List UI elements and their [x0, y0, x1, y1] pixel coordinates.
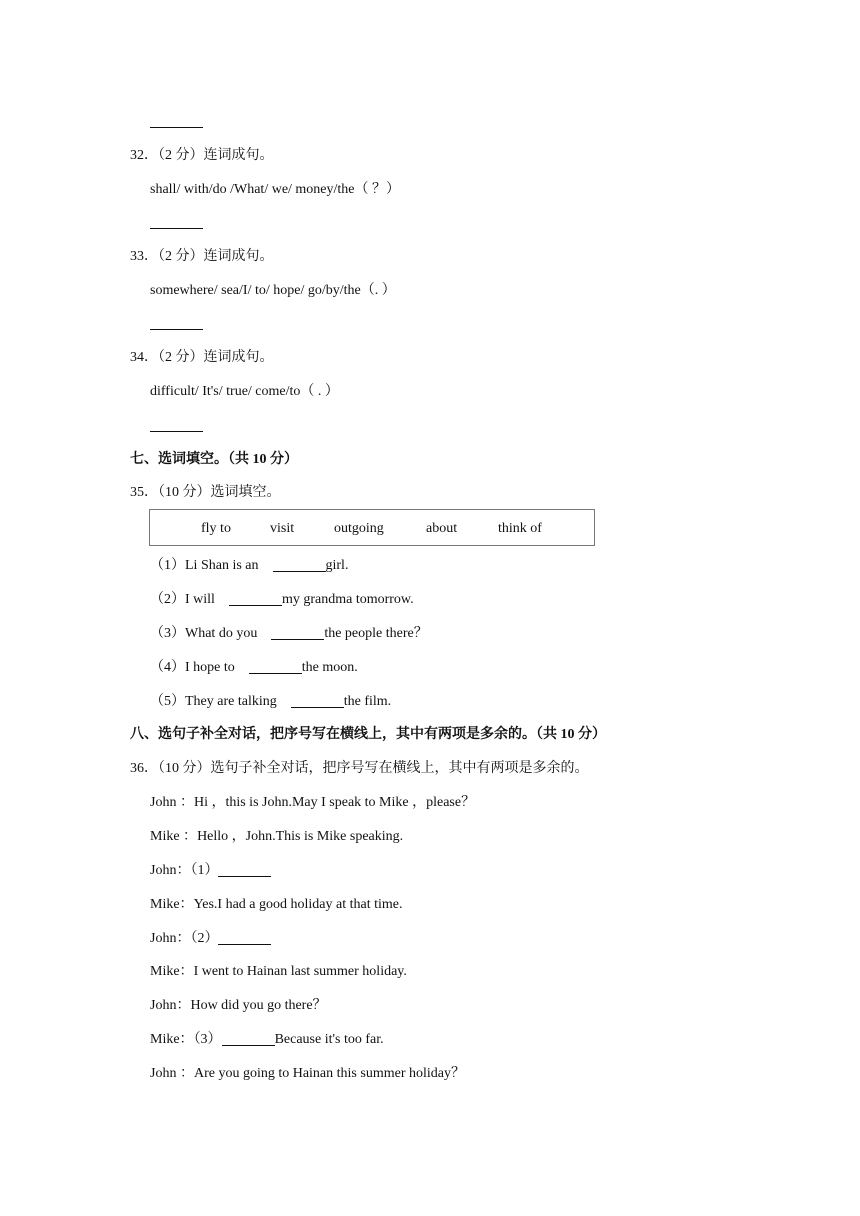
fill-item-4	[150, 658, 358, 678]
answer-blank[interactable]	[150, 329, 203, 330]
section-8-title: 八、选句子补全对话，把序号写在横线上，其中有两项是多余的。（共 10 分）	[130, 727, 606, 742]
word-bank-item: visit	[270, 521, 295, 536]
answer-blank[interactable]	[222, 1031, 275, 1046]
dialogue-speaker: John ：	[150, 1066, 194, 1081]
item-text-before: I will	[185, 592, 215, 607]
item-number: （3）	[150, 626, 185, 641]
item-text-after: the moon.	[301, 660, 358, 675]
question-score: （10 分）	[158, 761, 211, 776]
item-text-after: the people there？	[324, 626, 428, 641]
item-number: （4）	[150, 660, 185, 675]
dialogue-line	[150, 1064, 465, 1084]
question-score: （2 分）	[158, 249, 204, 264]
dialogue-text: I went to Hainan last summer holiday.	[193, 964, 407, 979]
dialogue-line	[150, 962, 407, 982]
dialogue-line	[150, 793, 475, 813]
dialogue-speaker: John ：	[150, 795, 194, 810]
fill-item-2	[150, 590, 414, 610]
question-instruction: 选词填空。	[210, 485, 281, 500]
question-instruction: 连词成句。	[203, 249, 274, 264]
dialogue-line	[150, 996, 327, 1016]
word-bank-item: think of	[498, 521, 542, 536]
answer-blank[interactable]	[218, 862, 271, 877]
question-32-words: shall/ with/do /What/ we/ money/the（ ？）	[150, 182, 401, 197]
word-bank-box	[149, 509, 595, 546]
question-score: （2 分）	[158, 148, 204, 163]
question-number: 35．	[130, 485, 158, 500]
dialogue-speaker: Mike：	[150, 1032, 194, 1047]
dialogue-line	[150, 861, 271, 881]
item-text-after: girl.	[325, 558, 349, 573]
word-bank-item: outgoing	[334, 521, 384, 536]
dialogue-line	[150, 895, 403, 915]
dialogue-line	[150, 827, 403, 847]
dialogue-text: Hello ，John.This is Mike speaking.	[197, 829, 404, 844]
dialogue-speaker: John：	[150, 931, 191, 946]
answer-blank[interactable]	[249, 659, 302, 674]
dialogue-line	[150, 929, 271, 949]
item-text-before: They are talking	[185, 694, 277, 709]
question-number: 34．	[130, 350, 158, 365]
answer-blank[interactable]	[218, 930, 271, 945]
question-number: 32．	[130, 148, 158, 163]
section-7-title: 七、选词填空。（共 10 分）	[130, 452, 298, 467]
item-number: （2）	[150, 592, 185, 607]
answer-blank[interactable]	[150, 431, 203, 432]
fill-item-3	[150, 624, 428, 644]
dialogue-speaker: Mike ：	[150, 829, 198, 844]
question-number: 33．	[130, 249, 158, 264]
question-number: 36．	[130, 761, 158, 776]
question-35-header	[130, 483, 281, 503]
item-number: （5）	[150, 694, 185, 709]
question-34-header	[130, 348, 274, 368]
answer-blank[interactable]	[273, 557, 326, 572]
question-score: （2 分）	[158, 350, 204, 365]
question-score: （10 分）	[158, 485, 211, 500]
dialogue-text: How did you go there？	[190, 998, 327, 1013]
answer-blank[interactable]	[150, 228, 203, 229]
item-text-after: my grandma tomorrow.	[281, 592, 414, 607]
dialogue-speaker: John：	[150, 998, 191, 1013]
answer-blank[interactable]	[271, 625, 324, 640]
question-instruction: 连词成句。	[203, 350, 274, 365]
dialogue-text: （3）	[193, 1032, 222, 1047]
dialogue-text: （2）	[190, 931, 219, 946]
dialogue-text-after: Because it's too far.	[274, 1032, 384, 1047]
fill-item-1	[150, 556, 348, 576]
answer-blank[interactable]	[229, 591, 282, 606]
dialogue-speaker: John：	[150, 863, 191, 878]
question-instruction: 连词成句。	[203, 148, 274, 163]
dialogue-speaker: Mike：	[150, 897, 194, 912]
dialogue-text: Are you going to Hainan this summer holiday？	[193, 1066, 465, 1081]
item-text-before: What do you	[185, 626, 258, 641]
answer-blank[interactable]	[291, 693, 344, 708]
question-instruction: 选句子补全对话，把序号写在横线上，其中有两项是多余的。	[210, 761, 589, 776]
dialogue-text: Yes.I had a good holiday at that time.	[193, 897, 403, 912]
item-text-before: I hope to	[185, 660, 235, 675]
question-33-words: somewhere/ sea/I/ to/ hope/ go/by/the（. ）	[150, 283, 396, 298]
answer-blank[interactable]	[150, 127, 203, 128]
word-bank-item: fly to	[201, 521, 231, 536]
dialogue-text: Hi ，this is John.May I speak to Mike ，please？	[193, 795, 476, 810]
question-32-header	[130, 146, 274, 166]
question-33-header	[130, 247, 274, 267]
dialogue-text: （1）	[190, 863, 219, 878]
item-text-before: Li Shan is an	[185, 558, 259, 573]
question-34-words: difficult/ It's/ true/ come/to（ . ）	[150, 384, 339, 399]
item-text-after: the film.	[343, 694, 392, 709]
question-36-header	[130, 759, 589, 779]
item-number: （1）	[150, 558, 185, 573]
dialogue-line	[150, 1030, 384, 1050]
fill-item-5	[150, 692, 391, 712]
dialogue-speaker: Mike：	[150, 964, 194, 979]
word-bank-item: about	[426, 521, 458, 536]
